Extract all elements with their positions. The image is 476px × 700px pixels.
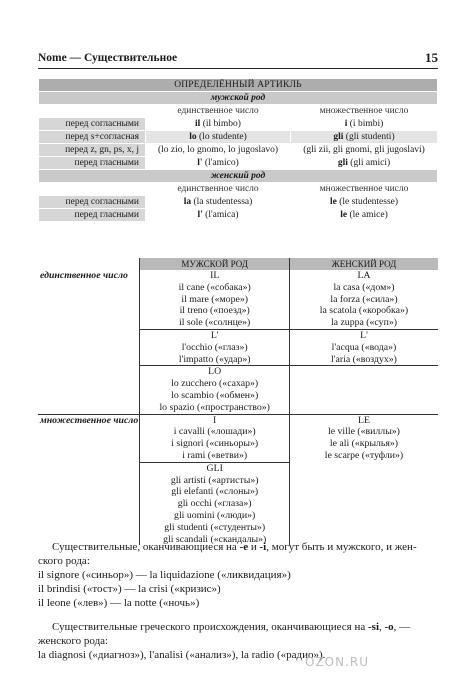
plural-cell: gli (gli amici) xyxy=(291,157,438,170)
example: il cane («собака») xyxy=(178,281,251,293)
example: gli artisti («артисты») xyxy=(170,474,259,486)
example: il mare («море») xyxy=(181,293,248,305)
singular-cell: lo (lo studente) xyxy=(146,131,291,144)
example-line: il brindisi («тост») — la crisi («кризис») xyxy=(38,583,221,595)
definite-article-table xyxy=(38,78,438,222)
example: la forza («сила») xyxy=(330,293,398,305)
singular-cell: la (la studentessa) xyxy=(146,196,291,209)
example: la scatola («коробка») xyxy=(319,305,409,317)
example: la casa («дом») xyxy=(333,281,395,293)
example: gli elefanti («слоны») xyxy=(171,486,259,498)
col-singular: единственное число xyxy=(146,105,291,118)
example: il treno («поезд») xyxy=(179,305,250,317)
singular-label: единственное число xyxy=(40,270,128,281)
page-number: 15 xyxy=(425,50,438,65)
paragraph-greek-nouns: Существительные греческого происхождения, оканчивающиеся на -si, -o, — женского рода: la diagnosi («диагноз»), l'analisi («анализ»), la radio («радио»). xyxy=(38,620,440,662)
col-masculine: МУЖСКОЙ РОД xyxy=(140,258,290,270)
row-label: перед согласными xyxy=(39,118,146,131)
example: le ville («виллы») xyxy=(328,426,400,438)
group-l-fem: L' l'acqua («вода») l'aria («воздух») xyxy=(289,329,438,365)
article-examples-table xyxy=(38,258,438,545)
example: i cavalli («лошади») xyxy=(173,426,256,438)
running-head: Nome — Существительное xyxy=(38,52,178,64)
group-l-masc: L' l'occhio («глаз») l'impatto («удар») xyxy=(140,329,290,365)
singular-cell: l' (l'amico) xyxy=(146,157,291,170)
row-label: перед z, gn, ps, x, j xyxy=(39,144,146,157)
col-singular: единственное число xyxy=(146,183,291,196)
example: la zuppa («суп») xyxy=(330,317,397,329)
example: gli scandali («скандалы») xyxy=(163,533,267,545)
feminine-title: женский род xyxy=(39,170,438,183)
example: le scarpe («туфли») xyxy=(324,449,404,461)
watermark: OZON.RU xyxy=(305,655,370,669)
singular-cell: (lo zio, lo gnomo, lo jugoslavo) xyxy=(146,144,291,157)
plural-cell: le (le studentesse) xyxy=(291,196,438,209)
example-line: la diagnosi («диагноз»), l'analisi («анализ»), la radio («радио»). xyxy=(38,649,326,661)
example: i rami («ветви») xyxy=(182,449,248,461)
row-label: перед гласными xyxy=(39,209,146,222)
group-gli: GLI gli artisti («артисты») gli elefanti («слоны») gli occhi («глаза») gli uomini («люди») gli studenti («студенты») gli scandali («скандалы») xyxy=(140,462,290,545)
example: l'aria («воздух») xyxy=(331,353,397,365)
plural-cell: i (i bimbi) xyxy=(291,118,438,131)
plural-cell: gli (gli studenti) xyxy=(291,131,438,144)
singular-cell: l' (l'amica) xyxy=(146,209,291,222)
group-lo: LO lo zucchero («сахар») lo scambio («обмен») lo spazio («пространство») xyxy=(140,366,290,414)
example: l'occhio («глаз») xyxy=(181,341,248,353)
singular-cell: il (il bimbo) xyxy=(146,118,291,131)
col-feminine: ЖЕНСКИЙ РОД xyxy=(289,258,438,270)
group-i: I i cavalli («лошади») i signori («синьоры») i rami («ветви») xyxy=(140,414,290,462)
masculine-title: мужской род xyxy=(39,92,438,105)
group-le: LE le ville («виллы») le ali («крылья») le scarpe («туфли») xyxy=(289,414,438,545)
plural-label: множественное число xyxy=(38,414,140,545)
col-plural: множественное число xyxy=(291,183,438,196)
example: l'impatto («удар») xyxy=(178,353,251,365)
header-rule xyxy=(38,68,438,69)
example: l'acqua («вода») xyxy=(331,341,397,353)
example: i signori («синьоры») xyxy=(171,438,259,450)
group-la: LA la casa («дом») la forza («сила») la scatola («коробка») la zuppa («суп») xyxy=(289,270,438,329)
example: lo scambio («обмен») xyxy=(171,389,259,401)
paragraph-e-i-nouns: Существительные, оканчивающиеся на -e и -i, могут быть и мужского, и жен- ского рода: il signore («синьор») — la liquidazione («ликвидация») il brindisi («тост») — la crisi («кризис») il leone («лев») — la notte («ночь») xyxy=(38,540,440,610)
group-il: IL il cane («собака») il mare («море») il treno («поезд») il sole («солнце») xyxy=(140,270,290,329)
plural-cell: le (le amice) xyxy=(291,209,438,222)
row-label: перед согласными xyxy=(39,196,146,209)
example-line: il signore («синьор») — la liquidazione («ликвидация») xyxy=(38,569,291,581)
example: gli studenti («студенты») xyxy=(164,521,266,533)
plural-cell: (gli zii, gli gnomi, gli jugoslavi) xyxy=(291,144,438,157)
row-label: перед s+согласная xyxy=(39,131,146,144)
col-plural: множественное число xyxy=(291,105,438,118)
table1-title: ОПРЕДЕЛЁННЫЙ АРТИКЛЬ xyxy=(39,79,438,92)
example: le ali («крылья») xyxy=(329,438,399,450)
example: gli occhi («глаза») xyxy=(177,498,252,510)
example: lo zucchero («сахар») xyxy=(171,378,259,390)
example: lo spazio («пространство») xyxy=(159,401,270,413)
example: il sole («солнце») xyxy=(179,317,251,329)
example-line: il leone («лев») — la notte («ночь») xyxy=(38,597,200,609)
example: gli uomini («люди») xyxy=(174,509,256,521)
row-label: перед гласными xyxy=(39,157,146,170)
